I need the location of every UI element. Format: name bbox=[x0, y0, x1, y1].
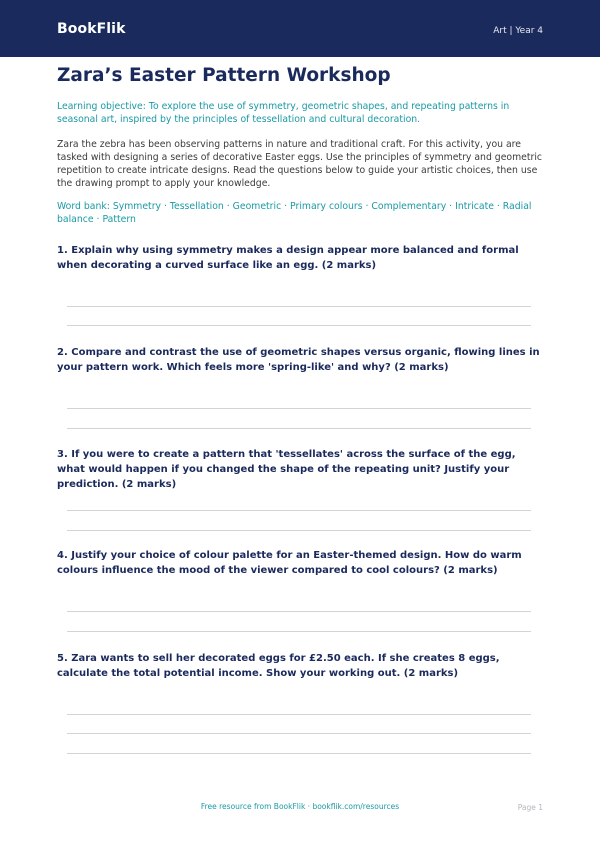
intro-paragraph: Zara the zebra has been observing patterns in nature and traditional craft. For this activity, you are tasked with designing a series of decorative Easter eggs. Use the principles of symmetry and geometric repetition to create intricate designs. Read the questions below to guide your artistic choices, then use the drawing prompt to apply your knowledge. bbox=[57, 139, 543, 189]
answer-line[interactable] bbox=[67, 510, 531, 511]
question-5: 5. Zara wants to sell her decorated eggs for £2.50 each. If she creates 8 eggs, calculate the total potential income. Show your working out. (2 marks) bbox=[57, 653, 500, 679]
subject-year-label: Art | Year 4 bbox=[493, 26, 543, 36]
answer-line[interactable] bbox=[67, 631, 531, 632]
question-1: 1. Explain why using symmetry makes a design appear more balanced and formal when decorating a curved surface like an egg. (2 marks) bbox=[57, 245, 519, 271]
answer-line[interactable] bbox=[67, 753, 531, 754]
answer-line[interactable] bbox=[67, 428, 531, 429]
learning-objective: Learning objective: To explore the use of symmetry, geometric shapes, and repeating patterns in seasonal art, inspired by the principles of tessellation and cultural decoration. bbox=[57, 101, 510, 125]
answer-line[interactable] bbox=[67, 530, 531, 531]
brand-logo-text: BookFlik bbox=[57, 21, 126, 37]
answer-line[interactable] bbox=[67, 325, 531, 326]
answer-line[interactable] bbox=[67, 611, 531, 612]
footer-credit[interactable]: Free resource from BookFlik · bookflik.com/resources bbox=[200, 802, 400, 811]
answer-line[interactable] bbox=[67, 408, 531, 409]
answer-line[interactable] bbox=[67, 733, 531, 734]
word-bank: Word bank: Symmetry · Tessellation · Geometric · Primary colours · Complementary · Intricate · Radial balance · Pattern bbox=[57, 201, 532, 225]
question-2: 2. Compare and contrast the use of geometric shapes versus organic, flowing lines in your pattern work. Which feels more 'spring-like' and why? (2 marks) bbox=[57, 347, 540, 373]
answer-line[interactable] bbox=[67, 714, 531, 715]
question-3: 3. If you were to create a pattern that 'tessellates' across the surface of the egg, what would happen if you changed the shape of the repeating unit? Justify your prediction. (2 marks) bbox=[57, 449, 516, 490]
question-4: 4. Justify your choice of colour palette for an Easter-themed design. How do warm colours influence the mood of the viewer compared to cool colours? (2 marks) bbox=[57, 550, 522, 576]
answer-line[interactable] bbox=[67, 306, 531, 307]
worksheet-title: Zara’s Easter Pattern Workshop bbox=[57, 65, 391, 86]
page-header bbox=[0, 0, 600, 57]
page-number: Page 1 bbox=[517, 803, 543, 812]
